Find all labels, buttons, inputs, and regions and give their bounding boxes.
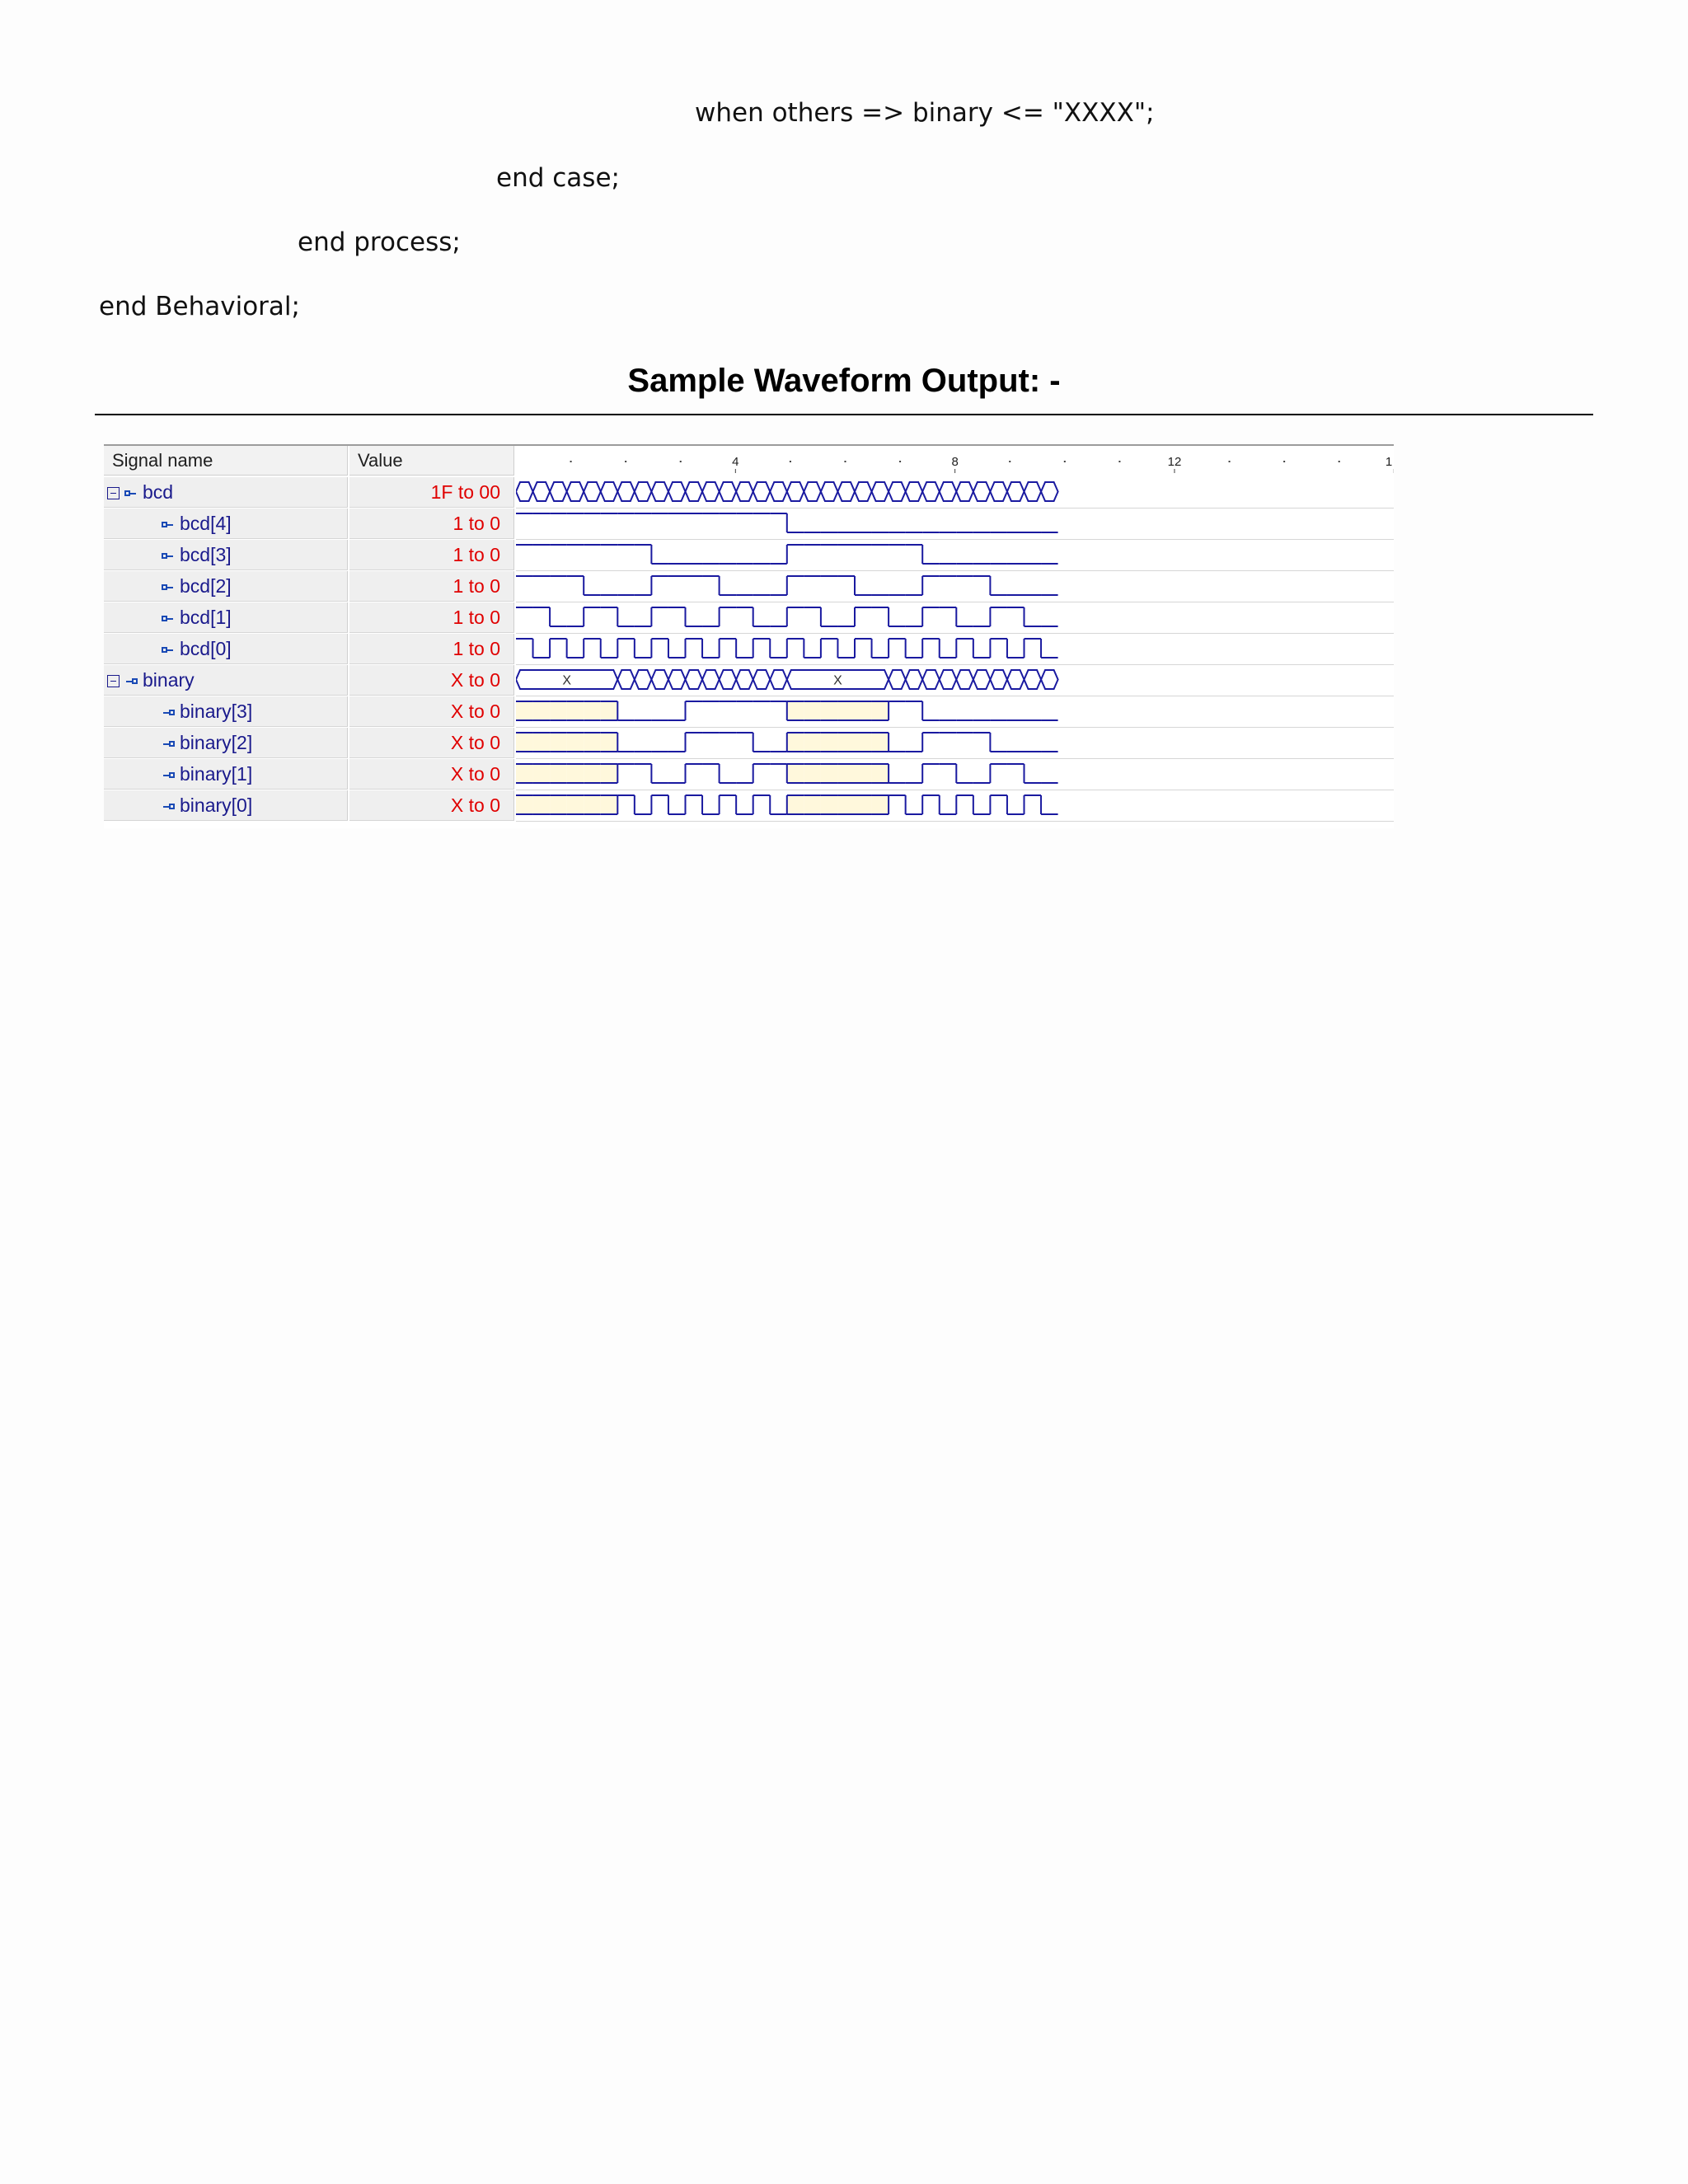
bus-value-segment <box>973 482 991 501</box>
bus-value-segment <box>889 670 906 689</box>
waveform-trace[interactable] <box>516 790 1394 822</box>
bus-value-segment <box>770 670 787 689</box>
waveform-trace[interactable] <box>516 540 1394 571</box>
ruler-tick <box>1118 461 1120 462</box>
signal-value-cell: 1 to 0 <box>349 571 514 602</box>
signal-name-label: binary[3] <box>180 701 253 722</box>
ruler-tick <box>1229 461 1231 462</box>
code-line-end-behavioral: end Behavioral; <box>99 292 300 321</box>
bus-value-segment <box>940 670 957 689</box>
signal-value-cell: 1 to 0 <box>349 602 514 633</box>
bus-value-segment <box>567 482 584 501</box>
ruler-tick <box>1283 461 1285 462</box>
ruler-label: 8 <box>951 455 959 469</box>
bus-value-segment <box>837 482 855 501</box>
bus-value-segment <box>702 670 720 689</box>
bus-value-segment <box>617 482 635 501</box>
signal-value-cell: X to 0 <box>349 759 514 790</box>
signal-row-bcd-4[interactable] <box>104 509 1394 540</box>
bus-value-segment <box>617 670 635 689</box>
section-heading: Sample Waveform Output: - <box>627 363 1061 399</box>
waveform-trace[interactable] <box>516 602 1394 634</box>
ruler-tick <box>680 461 682 462</box>
signal-name-cell[interactable] <box>104 634 348 664</box>
bus-value-segment <box>753 482 771 501</box>
output-port-icon <box>162 771 175 780</box>
signal-value-cell: 1F to 00 <box>349 477 514 508</box>
input-port-icon <box>162 521 175 529</box>
signal-row-bcd-3[interactable] <box>104 540 1394 571</box>
waveform-trace[interactable] <box>516 571 1394 602</box>
waveform-graphic <box>516 602 1394 633</box>
ruler-tick <box>1339 461 1340 462</box>
signal-name-label: bcd[3] <box>180 544 232 565</box>
waveform-trace[interactable] <box>516 509 1394 540</box>
bus-value-segment <box>720 670 737 689</box>
bus-value-segment <box>686 482 703 501</box>
time-ruler[interactable] <box>516 446 1394 476</box>
bus-invalid-label: X <box>833 673 842 688</box>
signal-row-bcd-0[interactable] <box>104 634 1394 665</box>
signal-name-cell[interactable] <box>104 759 348 790</box>
bus-value-segment <box>1041 482 1058 501</box>
waveform-viewer <box>104 444 1394 828</box>
input-port-icon <box>162 583 175 592</box>
signal-row-binary[interactable] <box>104 665 1394 696</box>
signal-value-cell: X to 0 <box>349 665 514 696</box>
bus-value-segment <box>906 482 923 501</box>
output-port-icon <box>162 709 175 717</box>
bus-value-segment <box>889 482 906 501</box>
code-line-end-case: end case; <box>496 163 620 193</box>
signal-value-cell: X to 0 <box>349 696 514 727</box>
signal-value-cell: 1 to 0 <box>349 509 514 539</box>
input-port-icon <box>162 615 175 623</box>
bus-value-segment <box>990 670 1007 689</box>
signal-name-cell[interactable] <box>104 790 348 821</box>
waveform-graphic <box>516 509 1394 539</box>
bus-value-segment <box>550 482 567 501</box>
bus-value-segment <box>651 482 668 501</box>
signal-row-bcd-2[interactable] <box>104 571 1394 602</box>
bus-value-segment <box>940 482 957 501</box>
bus-value-segment <box>516 482 533 501</box>
waveform-trace[interactable] <box>516 665 1394 696</box>
bus-value-segment <box>736 670 753 689</box>
waveform-graphic <box>516 634 1394 664</box>
bus-value-segment <box>1025 670 1042 689</box>
input-port-icon <box>162 646 175 654</box>
bus-value-segment <box>635 670 652 689</box>
signal-name-cell[interactable] <box>104 728 348 758</box>
signal-name-label: bcd[2] <box>180 575 232 597</box>
ruler-label: 4 <box>732 455 739 469</box>
output-port-icon <box>162 740 175 748</box>
signal-name-cell[interactable] <box>104 477 348 508</box>
waveform-trace[interactable] <box>516 728 1394 759</box>
bus-value-segment <box>533 482 551 501</box>
bus-value-segment <box>855 482 872 501</box>
bus-value-segment <box>922 482 940 501</box>
signal-name-label: bcd[0] <box>180 638 232 659</box>
ruler-tick <box>790 461 791 462</box>
signal-value-cell: 1 to 0 <box>349 540 514 570</box>
waveform-graphic <box>516 665 1394 696</box>
signal-name-label: bcd <box>143 481 174 503</box>
bus-value-segment <box>956 482 973 501</box>
bus-value-segment <box>956 670 973 689</box>
signal-name-header[interactable]: Signal name <box>104 446 348 476</box>
code-line-when-others: when others => binary <= "XXXX"; <box>695 98 1155 128</box>
bus-value-segment <box>601 482 618 501</box>
input-port-icon <box>162 552 175 560</box>
signal-row-binary-3[interactable] <box>104 696 1394 728</box>
signal-name-label: binary <box>143 669 195 691</box>
signal-name-cell[interactable] <box>104 665 348 696</box>
collapse-icon[interactable] <box>107 487 120 499</box>
bus-value-segment <box>651 670 668 689</box>
signal-name-cell[interactable] <box>104 509 348 539</box>
signal-name-cell[interactable] <box>104 602 348 633</box>
signal-row-binary-0[interactable] <box>104 790 1394 822</box>
ruler-label: 12 <box>1167 455 1182 469</box>
ruler-label: 1 <box>1385 455 1393 469</box>
signal-name-cell[interactable] <box>104 571 348 602</box>
waveform-graphic <box>516 790 1394 821</box>
waveform-trace[interactable] <box>516 696 1394 728</box>
signal-row-binary-2[interactable] <box>104 728 1394 759</box>
value-header[interactable]: Value <box>349 446 514 476</box>
waveform-graphic <box>516 477 1394 508</box>
signal-value-cell: 1 to 0 <box>349 634 514 664</box>
output-port-icon <box>162 803 175 811</box>
signal-value-cell: X to 0 <box>349 790 514 821</box>
ruler-tick <box>844 461 846 462</box>
bus-value-segment <box>1007 670 1025 689</box>
bus-value-segment <box>872 482 889 501</box>
bus-value-segment <box>635 482 652 501</box>
ruler-tick <box>570 461 572 462</box>
bus-invalid-label: X <box>562 673 571 688</box>
ruler-tick <box>1064 461 1066 462</box>
time-ruler-graphic <box>516 446 1394 476</box>
bus-value-segment <box>668 482 686 501</box>
bus-value-segment <box>990 482 1007 501</box>
bus-value-segment <box>702 482 720 501</box>
bus-value-segment <box>1007 482 1025 501</box>
ruler-tick <box>625 461 626 462</box>
bus-value-segment <box>1041 670 1058 689</box>
bus-value-segment <box>787 482 804 501</box>
output-port-icon <box>124 677 138 686</box>
bus-value-segment <box>770 482 787 501</box>
signal-name-label: bcd[1] <box>180 607 232 628</box>
signal-row-bcd-1[interactable] <box>104 602 1394 634</box>
bus-value-segment <box>668 670 686 689</box>
bus-value-segment <box>1025 482 1042 501</box>
signal-value-cell: X to 0 <box>349 728 514 758</box>
collapse-icon[interactable] <box>107 675 120 687</box>
signal-name-cell[interactable] <box>104 696 348 727</box>
bus-value-segment <box>736 482 753 501</box>
waveform-trace[interactable] <box>516 759 1394 790</box>
bus-value-segment <box>720 482 737 501</box>
bus-value-segment <box>804 482 821 501</box>
bus-value-segment <box>922 670 940 689</box>
waveform-graphic <box>516 540 1394 570</box>
signal-name-label: binary[0] <box>180 794 253 816</box>
ruler-tick <box>1009 461 1010 462</box>
bus-value-segment <box>973 670 991 689</box>
bus-value-segment <box>753 670 771 689</box>
code-line-end-process: end process; <box>298 227 461 257</box>
signal-row-bcd[interactable] <box>104 477 1394 509</box>
signal-name-label: binary[1] <box>180 763 253 785</box>
waveform-graphic <box>516 759 1394 790</box>
heading-underline <box>95 414 1593 415</box>
input-port-icon <box>124 490 138 498</box>
signal-name-cell[interactable] <box>104 540 348 570</box>
waveform-graphic <box>516 728 1394 758</box>
signal-name-label: bcd[4] <box>180 513 232 534</box>
bus-value-segment <box>821 482 838 501</box>
bus-value-segment <box>584 482 601 501</box>
signal-row-binary-1[interactable] <box>104 759 1394 790</box>
bus-value-segment <box>906 670 923 689</box>
waveform-trace[interactable] <box>516 634 1394 665</box>
waveform-graphic <box>516 696 1394 727</box>
waveform-trace[interactable] <box>516 477 1394 509</box>
waveform-graphic <box>516 571 1394 602</box>
bus-value-segment <box>686 670 703 689</box>
ruler-tick <box>899 461 901 462</box>
signal-name-label: binary[2] <box>180 732 253 753</box>
